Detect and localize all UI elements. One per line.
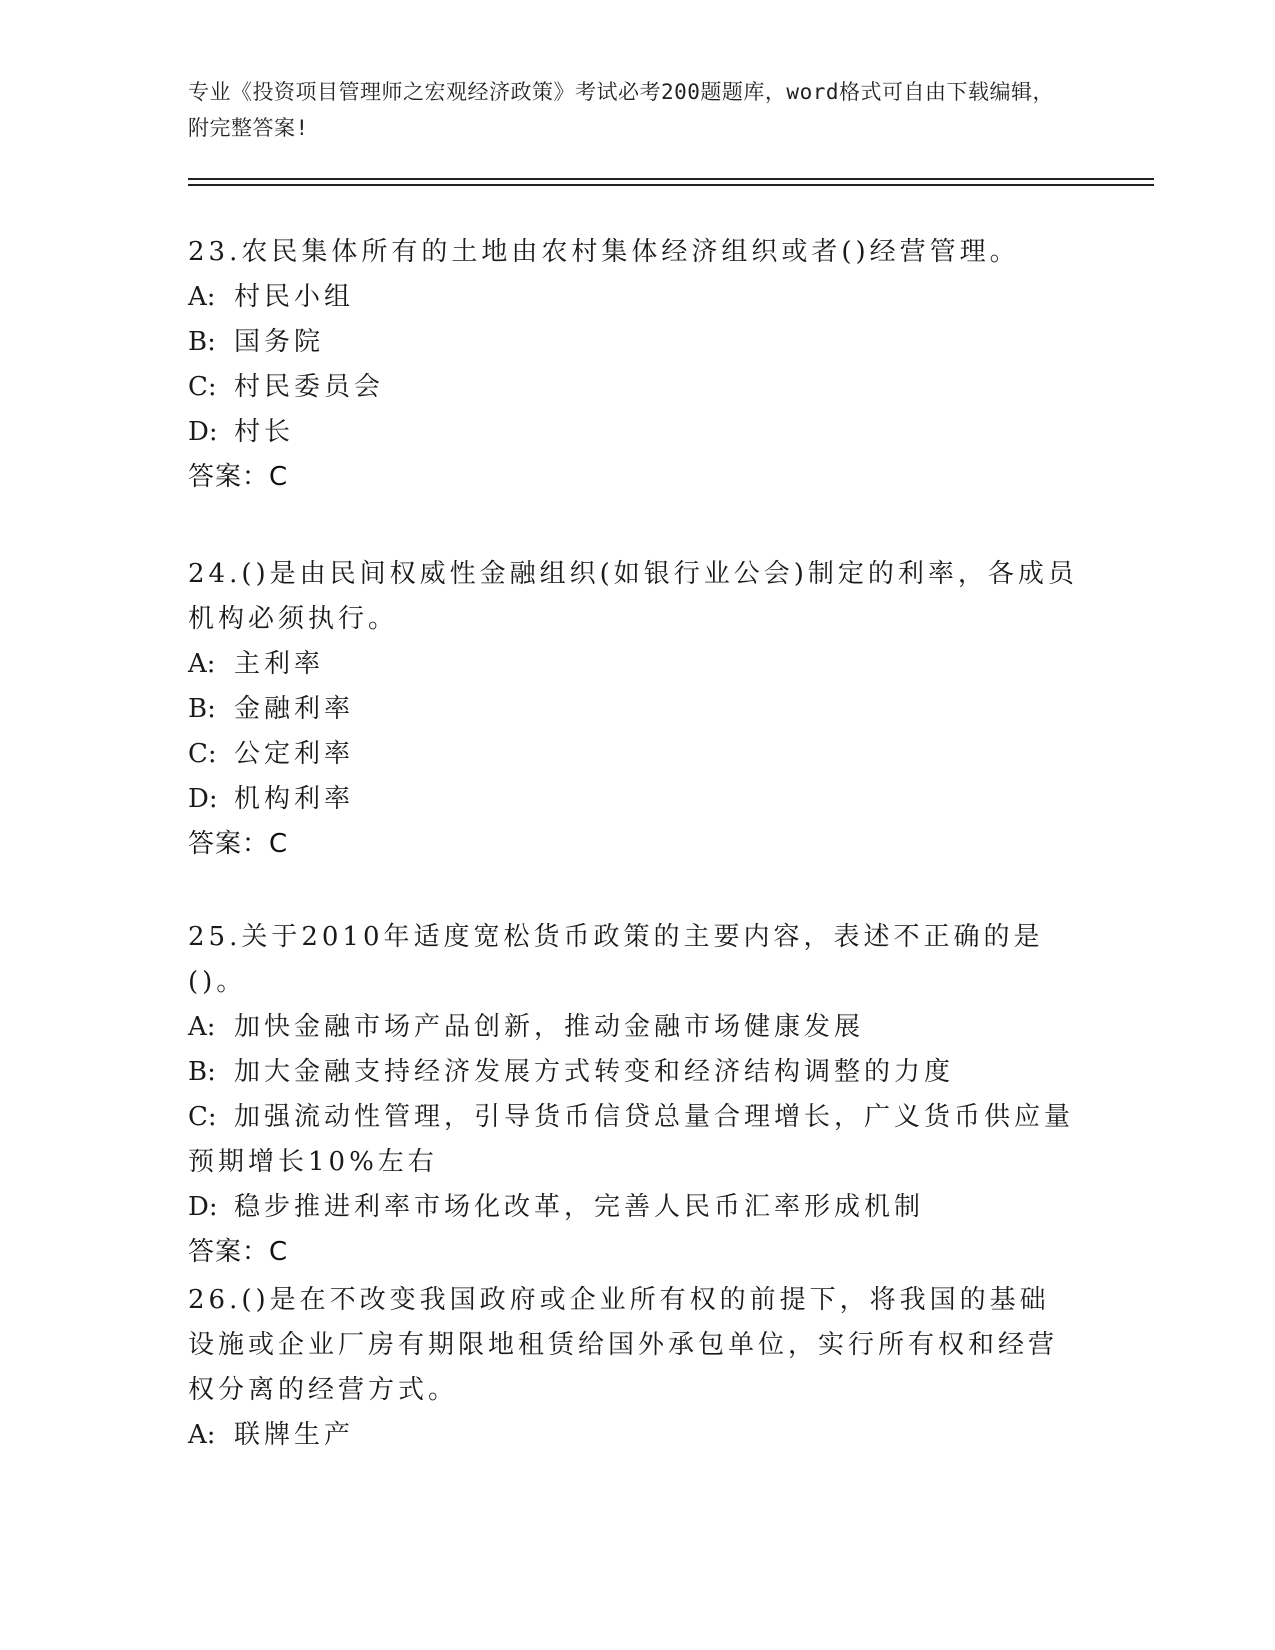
question-stem: 24.()是由民间权威性金融组织(如银行业公会)制定的利率，各成员机构必须执行。 [188, 559, 1078, 634]
option-a [188, 275, 1078, 320]
option-text: 村民委员会 [234, 372, 385, 402]
option-text: 稳步推进利率市场化改革，完善人民币汇率形成机制 [234, 1192, 925, 1222]
option-a [188, 642, 1078, 687]
question-stem: 26.()是在不改变我国政府或企业所有权的前提下，将我国的基础设施或企业厂房有期限地租赁给国外承包单位，实行所有权和经营权分离的经营方式。 [188, 1285, 1059, 1405]
option-key: A: [188, 649, 216, 679]
option-text: 加快金融市场产品创新，推动金融市场健康发展 [234, 1012, 865, 1042]
header-divider [188, 184, 1154, 186]
option-b [188, 1050, 1078, 1095]
option-b [188, 687, 1078, 732]
option-text: 加强流动性管理，引导货币信贷总量合理增长，广义货币供应量预期增长10%左右 [188, 1102, 1075, 1177]
header-divider [188, 178, 1154, 180]
option-key: B: [188, 1057, 216, 1087]
option-d [188, 1185, 1078, 1230]
option-key: C: [188, 1102, 217, 1132]
option-d [188, 410, 1078, 455]
question-23 [188, 230, 1078, 500]
option-key: A: [188, 282, 216, 312]
option-text: 村长 [234, 417, 295, 447]
option-key: C: [188, 739, 217, 769]
question-stem: 23.农民集体所有的土地由农村集体经济组织或者()经营管理。 [188, 237, 1020, 267]
question-stem: 25.关于2010年适度宽松货币政策的主要内容，表述不正确的是()。 [188, 922, 1044, 997]
answer-line: 答案：C [188, 462, 289, 492]
option-key: D: [188, 1192, 218, 1222]
option-text: 村民小组 [234, 282, 355, 312]
option-text: 联牌生产 [234, 1420, 355, 1450]
option-key: D: [188, 784, 218, 814]
option-a [188, 1413, 1078, 1458]
option-key: C: [188, 372, 217, 402]
option-text: 国务院 [234, 327, 325, 357]
question-24 [188, 552, 1078, 867]
answer-line: 答案：C [188, 829, 289, 859]
option-key: D: [188, 417, 218, 447]
option-text: 加大金融支持经济发展方式转变和经济结构调整的力度 [234, 1057, 955, 1087]
option-key: A: [188, 1012, 216, 1042]
option-a [188, 1005, 1078, 1050]
option-b [188, 320, 1078, 365]
option-text: 主利率 [234, 649, 325, 679]
option-key: A: [188, 1420, 216, 1450]
option-c [188, 1095, 1078, 1185]
question-26 [188, 1278, 1078, 1458]
document-header: 专业《投资项目管理师之宏观经济政策》考试必考200题题库，word格式可自由下载编辑，附完整答案! [188, 80, 1054, 140]
option-key: B: [188, 694, 216, 724]
option-key: B: [188, 327, 216, 357]
option-text: 金融利率 [234, 694, 355, 724]
option-c [188, 365, 1078, 410]
option-text: 公定利率 [234, 739, 355, 769]
option-d [188, 777, 1078, 822]
option-text: 机构利率 [234, 784, 355, 814]
option-c [188, 732, 1078, 777]
answer-line: 答案：C [188, 1237, 289, 1267]
question-25 [188, 915, 1078, 1275]
